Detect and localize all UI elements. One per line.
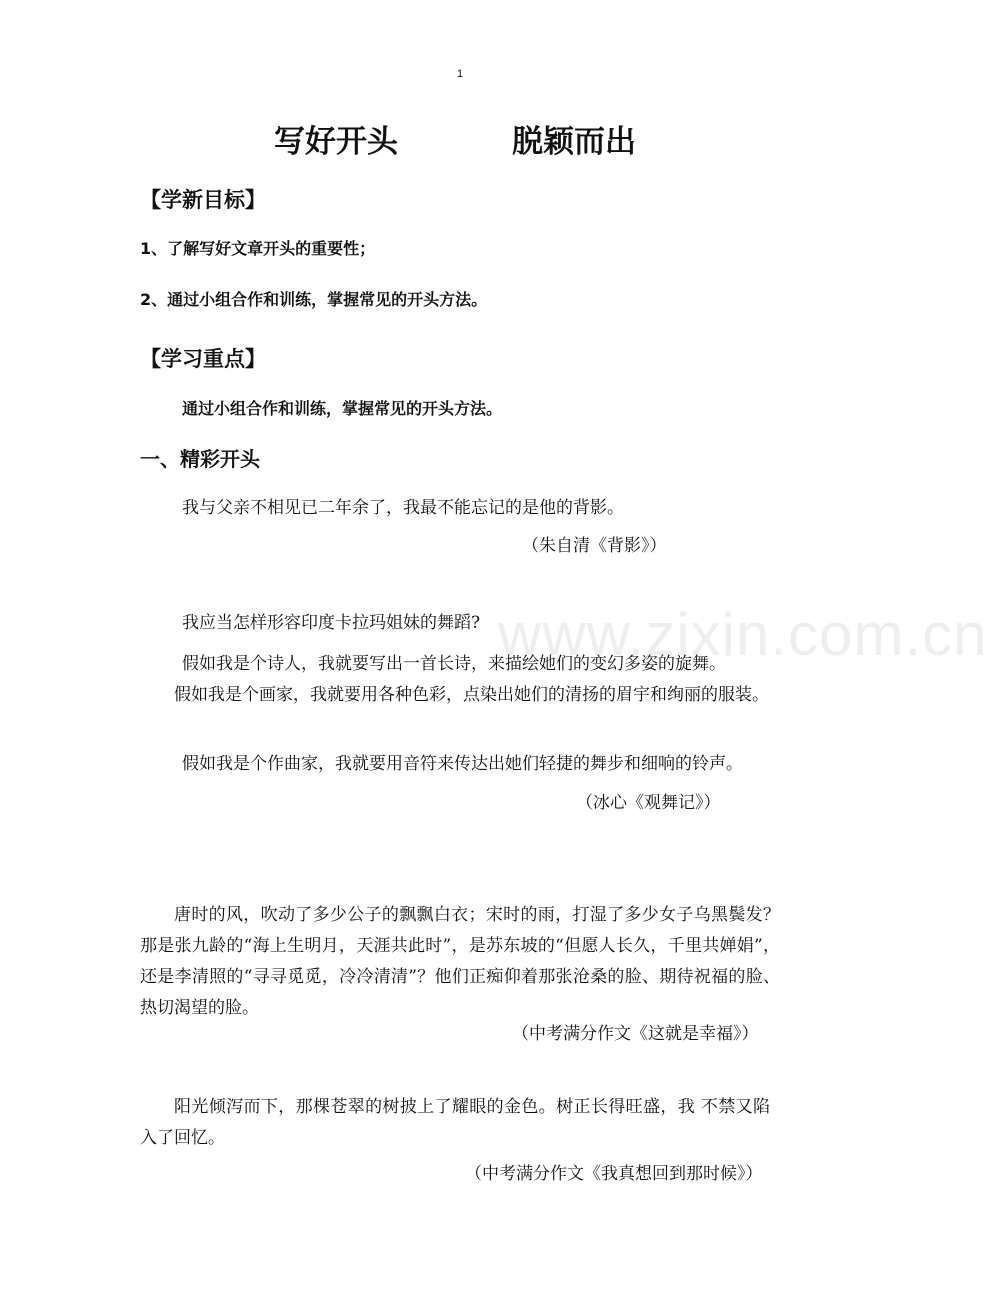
example4-text: 阳光倾泻而下，那棵苍翠的树披上了耀眼的金色。树正长得旺盛，我 不禁又陷入了回忆。 <box>140 1097 770 1148</box>
section-one-heading: 一、精彩开头 <box>140 447 260 471</box>
page-number: 1 <box>456 68 464 80</box>
example3-source: （中考满分作文《这就是幸福》） <box>512 1024 759 1044</box>
focus-heading: 【学习重点】 <box>140 347 266 371</box>
example2-source: （冰心《观舞记》） <box>576 793 721 813</box>
objective-item-1: 1、了解写好文章开头的重要性； <box>140 239 376 258</box>
objective-item-2: 2、通过小组合作和训练，掌握常见的开头方法。 <box>140 290 488 309</box>
title-right: 脱颖而出 <box>512 124 636 160</box>
example2-line-4: 假如我是个作曲家，我就要用音符来传达出她们轻捷的舞步和细响的铃声。 <box>182 754 743 774</box>
example4-source: （中考满分作文《我真想回到那时候》） <box>465 1164 763 1184</box>
watermark: www.zixin.com.cn <box>498 601 987 668</box>
example2-line-1: 我应当怎样形容印度卡拉玛姐妹的舞蹈? <box>182 613 481 633</box>
objectives-heading: 【学新目标】 <box>140 188 266 212</box>
example1-source: （朱自清《背影》） <box>522 536 667 556</box>
focus-text: 通过小组合作和训练，掌握常见的开头方法。 <box>182 399 503 418</box>
example3-text: 唐时的风，吹动了多少公子的飘飘白衣；宋时的雨，打湿了多少女子乌黑鬓发？那是张九龄的“海上生明月，天涯共此时”，是苏东坡的“但愿人长久，千里共婵娟”，还是李清照的“寻寻觅觅，冷冷清清”？他们正痴仰着那张沧桑的脸、期待祝福的脸、热切渴望的脸。 <box>140 905 780 1018</box>
example1-text: 我与父亲不相见已二年余了，我最不能忘记的是他的背影。 <box>182 498 624 518</box>
example2-line-2: 假如我是个诗人，我就要写出一首长诗，来描绘她们的变幻多姿的旋舞。 <box>182 654 726 674</box>
title-left: 写好开头 <box>274 124 398 160</box>
example2-line-3: 假如我是个画家，我就要用各种色彩，点染出她们的清扬的眉宇和绚丽的服装。 <box>174 685 769 705</box>
